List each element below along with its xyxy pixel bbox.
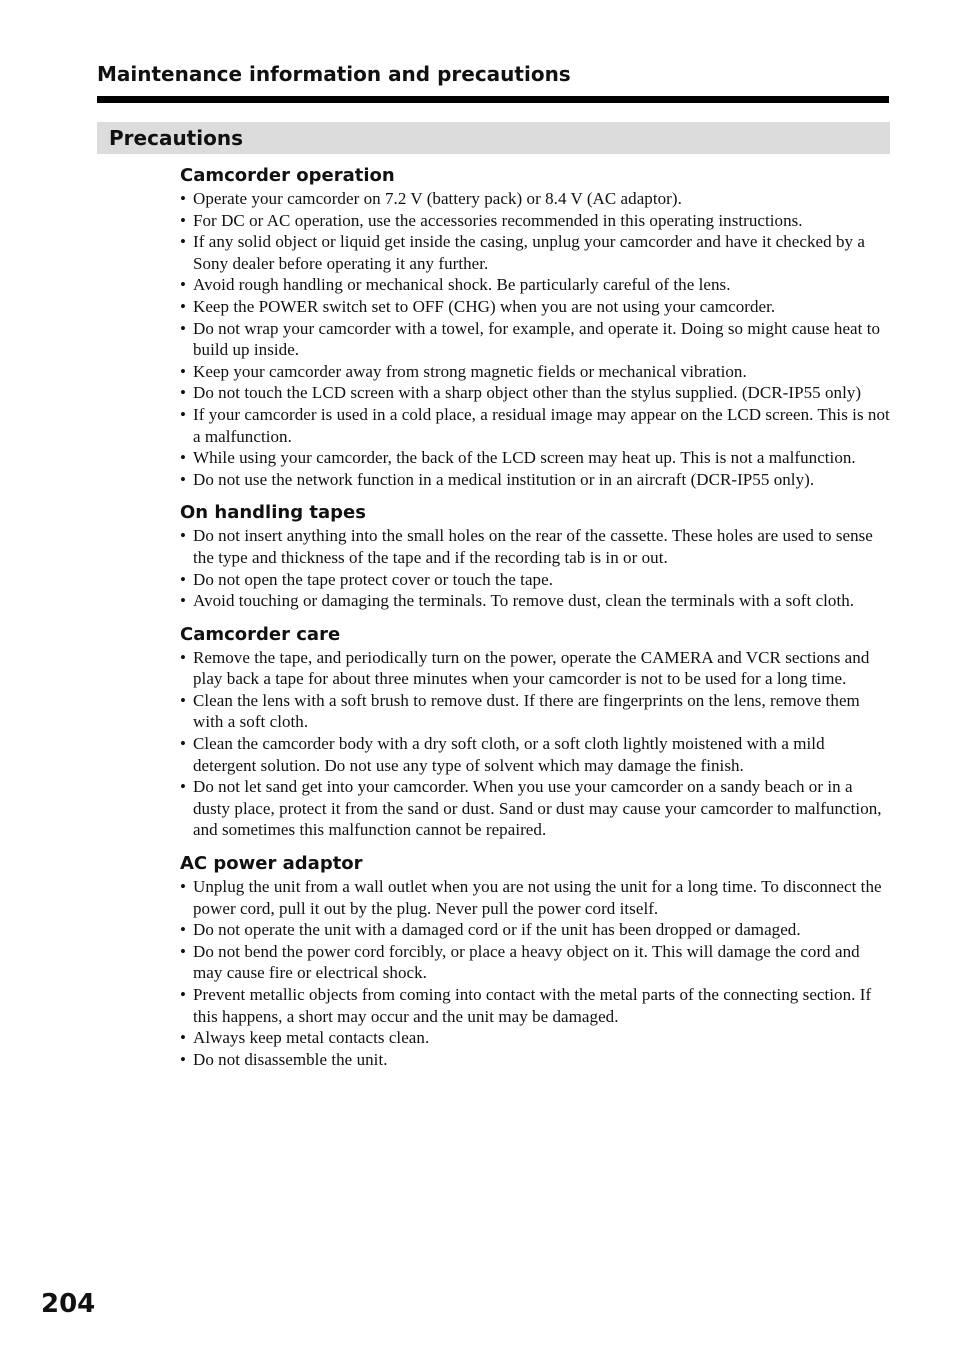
list-item-text: Do not insert anything into the small holes on the rear of the cassette. These holes are used to sense the type and thickness of the tape and if the recording tab is in or out. — [193, 526, 873, 567]
bullet-icon: • — [180, 210, 187, 230]
list-item — [180, 690, 892, 733]
bullet-icon: • — [180, 647, 187, 667]
list-item — [180, 447, 892, 469]
bullet-icon: • — [180, 318, 187, 338]
list-item-text: Do not open the tape protect cover or touch the tape. — [193, 569, 553, 589]
bullet-icon: • — [180, 1028, 187, 1048]
list-item — [180, 1027, 892, 1049]
list-item — [180, 919, 892, 941]
subsection — [180, 502, 892, 611]
bullet-list — [180, 188, 892, 490]
page-header-title: Maintenance information and precautions — [97, 62, 571, 86]
list-item — [180, 318, 892, 361]
subsection-heading: On handling tapes — [180, 502, 366, 524]
bullet-icon: • — [180, 941, 187, 961]
list-item — [180, 647, 892, 690]
list-item-text: Do not operate the unit with a damaged cord or if the unit has been dropped or damaged. — [193, 920, 801, 940]
list-item — [180, 231, 892, 274]
list-item — [180, 525, 892, 568]
bullet-icon: • — [180, 985, 187, 1004]
bullet-icon: • — [180, 383, 187, 403]
list-item-text: While using your camcorder, the back of the LCD screen may heat up. This is not a malfunction. — [193, 448, 856, 468]
section-title: Precautions — [109, 126, 243, 150]
bullet-icon: • — [180, 1049, 187, 1069]
subsection — [180, 853, 892, 1070]
list-item — [180, 984, 892, 1027]
bullet-icon: • — [180, 526, 187, 546]
bullet-icon: • — [180, 877, 187, 897]
section-title-band — [97, 122, 890, 154]
list-item-text: Clean the camcorder body with a dry soft cloth, or a soft cloth lightly moistened with a mild detergent solution. Do not use any type of solvent which may damage the finish. — [193, 734, 825, 775]
list-item — [180, 469, 892, 491]
list-item — [180, 1049, 892, 1071]
list-item-text: For DC or AC operation, use the accessories recommended in this operating instructions. — [193, 210, 803, 230]
list-item-text: Do not touch the LCD screen with a sharp object other than the stylus supplied. (DCR-IP55 only) — [193, 383, 862, 403]
list-item — [180, 941, 892, 984]
subsection — [180, 624, 892, 841]
bullet-icon: • — [180, 777, 187, 797]
bullet-icon: • — [180, 361, 187, 381]
list-item-text: Unplug the unit from a wall outlet when you are not using the unit for a long time. To disconnect the power cord, pull it out by the plug. Never pull the power cord itself. — [193, 877, 882, 918]
subsection — [180, 165, 892, 490]
bullet-icon: • — [180, 734, 187, 754]
list-item — [180, 776, 892, 841]
list-item-text: Avoid touching or damaging the terminals. To remove dust, clean the terminals with a soft cloth. — [193, 591, 855, 611]
list-item-text: Avoid rough handling or mechanical shock. Be particularly careful of the lens. — [193, 275, 731, 295]
list-item-text: Do not use the network function in a medical institution or in an aircraft (DCR-IP55 only). — [193, 469, 815, 489]
list-item-text: Keep your camcorder away from strong magnetic fields or mechanical vibration. — [193, 361, 747, 381]
list-item — [180, 188, 892, 210]
list-item — [180, 404, 892, 447]
list-item — [180, 274, 892, 296]
list-item-text: Do not bend the power cord forcibly, or place a heavy object on it. This will damage the cord and may cause fire or electrical shock. — [193, 941, 860, 983]
list-item — [180, 569, 892, 591]
list-item-text: Do not let sand get into your camcorder. When you use your camcorder on a sandy beach or in a dusty place, protect it from the sand or dust. Sand or dust may cause your camcorder to malfunction, and sometimes this malfunction cannot be repaired. — [193, 777, 882, 840]
bullet-icon: • — [180, 189, 187, 208]
bullet-icon: • — [180, 275, 187, 295]
header-rule — [97, 96, 889, 103]
list-item-text: Remove the tape, and periodically turn on the power, operate the CAMERA and VCR sections and play back a tape for about three minutes when your camcorder is not to be used for a long time. — [193, 647, 870, 689]
list-item-text: Prevent metallic objects from coming into contact with the metal parts of the connecting section. If this happens, a short may occur and the unit may be damaged. — [193, 985, 872, 1026]
list-item — [180, 382, 892, 404]
list-item-text: Keep the POWER switch set to OFF (CHG) when you are not using your camcorder. — [193, 296, 776, 316]
bullet-list — [180, 876, 892, 1070]
bullet-icon: • — [180, 448, 187, 468]
subsection-heading: AC power adaptor — [180, 853, 363, 875]
bullet-list — [180, 525, 892, 611]
list-item-text: Do not disassemble the unit. — [193, 1049, 388, 1069]
list-item — [180, 590, 892, 612]
list-item — [180, 296, 892, 318]
bullet-icon: • — [180, 404, 187, 424]
list-item-text: If any solid object or liquid get inside the casing, unplug your camcorder and have it checked by a Sony dealer before operating it any further. — [193, 232, 865, 273]
subsection-heading: Camcorder care — [180, 623, 341, 645]
bullet-list — [180, 647, 892, 841]
bullet-icon: • — [180, 232, 187, 252]
precautions-content — [180, 165, 892, 1082]
bullet-icon: • — [180, 296, 187, 316]
list-item-text: Do not wrap your camcorder with a towel, for example, and operate it. Doing so might cause heat to build up inside. — [193, 318, 881, 360]
list-item-text: Always keep metal contacts clean. — [193, 1028, 430, 1048]
list-item-text: If your camcorder is used in a cold place, a residual image may appear on the LCD screen. This is not a malfunction. — [193, 404, 890, 446]
bullet-icon: • — [180, 591, 187, 611]
list-item — [180, 361, 892, 383]
bullet-icon: • — [180, 920, 187, 940]
subsection-heading: Camcorder operation — [180, 165, 395, 186]
page-number: 204 — [41, 1289, 96, 1319]
list-item — [180, 876, 892, 919]
bullet-icon: • — [180, 690, 187, 710]
list-item-text: Operate your camcorder on 7.2 V (battery pack) or 8.4 V (AC adaptor). — [193, 189, 682, 208]
list-item — [180, 733, 892, 776]
list-item — [180, 210, 892, 232]
bullet-icon: • — [180, 469, 187, 489]
bullet-icon: • — [180, 569, 187, 589]
list-item-text: Clean the lens with a soft brush to remove dust. If there are fingerprints on the lens, remove them with a soft cloth. — [193, 690, 860, 732]
